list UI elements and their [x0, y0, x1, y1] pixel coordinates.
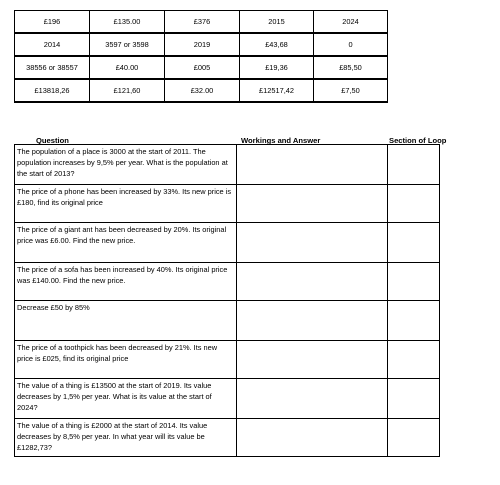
- question-row: [15, 185, 440, 223]
- answer-cell: £13818,26: [15, 79, 90, 102]
- answer-cell: 38556 or 38557: [15, 56, 90, 79]
- section-header: Section of Loop: [389, 136, 447, 145]
- answer-cell: 2015: [240, 11, 314, 34]
- question-text: The price of a phone has been increased by 33%. Its new price is £180, find its original price: [15, 185, 237, 223]
- section-cell[interactable]: [388, 301, 440, 341]
- section-cell[interactable]: [388, 419, 440, 457]
- section-cell[interactable]: [388, 379, 440, 419]
- question-row: [15, 263, 440, 301]
- question-text: Decrease £50 by 85%: [15, 301, 237, 341]
- answer-cell: £85,50: [314, 56, 388, 79]
- loop-table: [14, 144, 440, 457]
- answer-cell: £7,50: [314, 79, 388, 102]
- question-text: The price of a sofa has been increased by 40%. Its original price was £140.00. Find the new price.: [15, 263, 237, 301]
- answer-cell: 0: [314, 33, 388, 56]
- answer-cell: £43,68: [240, 33, 314, 56]
- answer-grid: [14, 10, 388, 103]
- answer-cell: £32.00: [165, 79, 240, 102]
- answer-cell: £12517,42: [240, 79, 314, 102]
- answer-cell: 3597 or 3598: [90, 33, 165, 56]
- section-cell[interactable]: [388, 145, 440, 185]
- section-cell[interactable]: [388, 341, 440, 379]
- section-cell[interactable]: [388, 263, 440, 301]
- answer-cell: 2019: [165, 33, 240, 56]
- section-cell[interactable]: [388, 223, 440, 263]
- answer-cell: 2014: [15, 33, 90, 56]
- question-row: [15, 145, 440, 185]
- answer-cell: £121,60: [90, 79, 165, 102]
- answer-cell: 2024: [314, 11, 388, 34]
- answer-grid-row: [15, 33, 388, 56]
- workings-cell[interactable]: [237, 379, 388, 419]
- question-text: The price of a toothpick has been decreased by 21%. Its new price is £025, find its original price: [15, 341, 237, 379]
- question-text: The value of a thing is £2000 at the start of 2014. Its value decreases by 8,5% per year. In what year will its value be £1282,73?: [15, 419, 237, 457]
- workings-cell[interactable]: [237, 301, 388, 341]
- workings-cell[interactable]: [237, 223, 388, 263]
- answer-grid-row: [15, 56, 388, 79]
- answer-cell: £376: [165, 11, 240, 34]
- answer-cell: £135.00: [90, 11, 165, 34]
- workings-cell[interactable]: [237, 263, 388, 301]
- workings-header: Workings and Answer: [241, 136, 321, 145]
- question-row: [15, 419, 440, 457]
- workings-cell[interactable]: [237, 419, 388, 457]
- question-row: [15, 379, 440, 419]
- answer-cell: £19,36: [240, 56, 314, 79]
- workings-cell[interactable]: [237, 145, 388, 185]
- question-row: [15, 301, 440, 341]
- answer-grid-row: [15, 79, 388, 102]
- question-row: [15, 223, 440, 263]
- answer-grid-row: [15, 11, 388, 34]
- question-row: [15, 341, 440, 379]
- question-text: The population of a place is 3000 at the start of 2011. The population increases by 9,5% per year. What is the population at the start of 2013?: [15, 145, 237, 185]
- question-header: Question: [36, 136, 69, 145]
- workings-cell[interactable]: [237, 185, 388, 223]
- answer-cell: £196: [15, 11, 90, 34]
- question-text: The price of a giant ant has been decreased by 20%. Its original price was £6.00. Find the new price.: [15, 223, 237, 263]
- workings-cell[interactable]: [237, 341, 388, 379]
- answer-cell: £005: [165, 56, 240, 79]
- question-text: The value of a thing is £13500 at the start of 2019. Its value decreases by 1,5% per year. What is its value at the start of 2024?: [15, 379, 237, 419]
- answer-cell: £40.00: [90, 56, 165, 79]
- section-cell[interactable]: [388, 185, 440, 223]
